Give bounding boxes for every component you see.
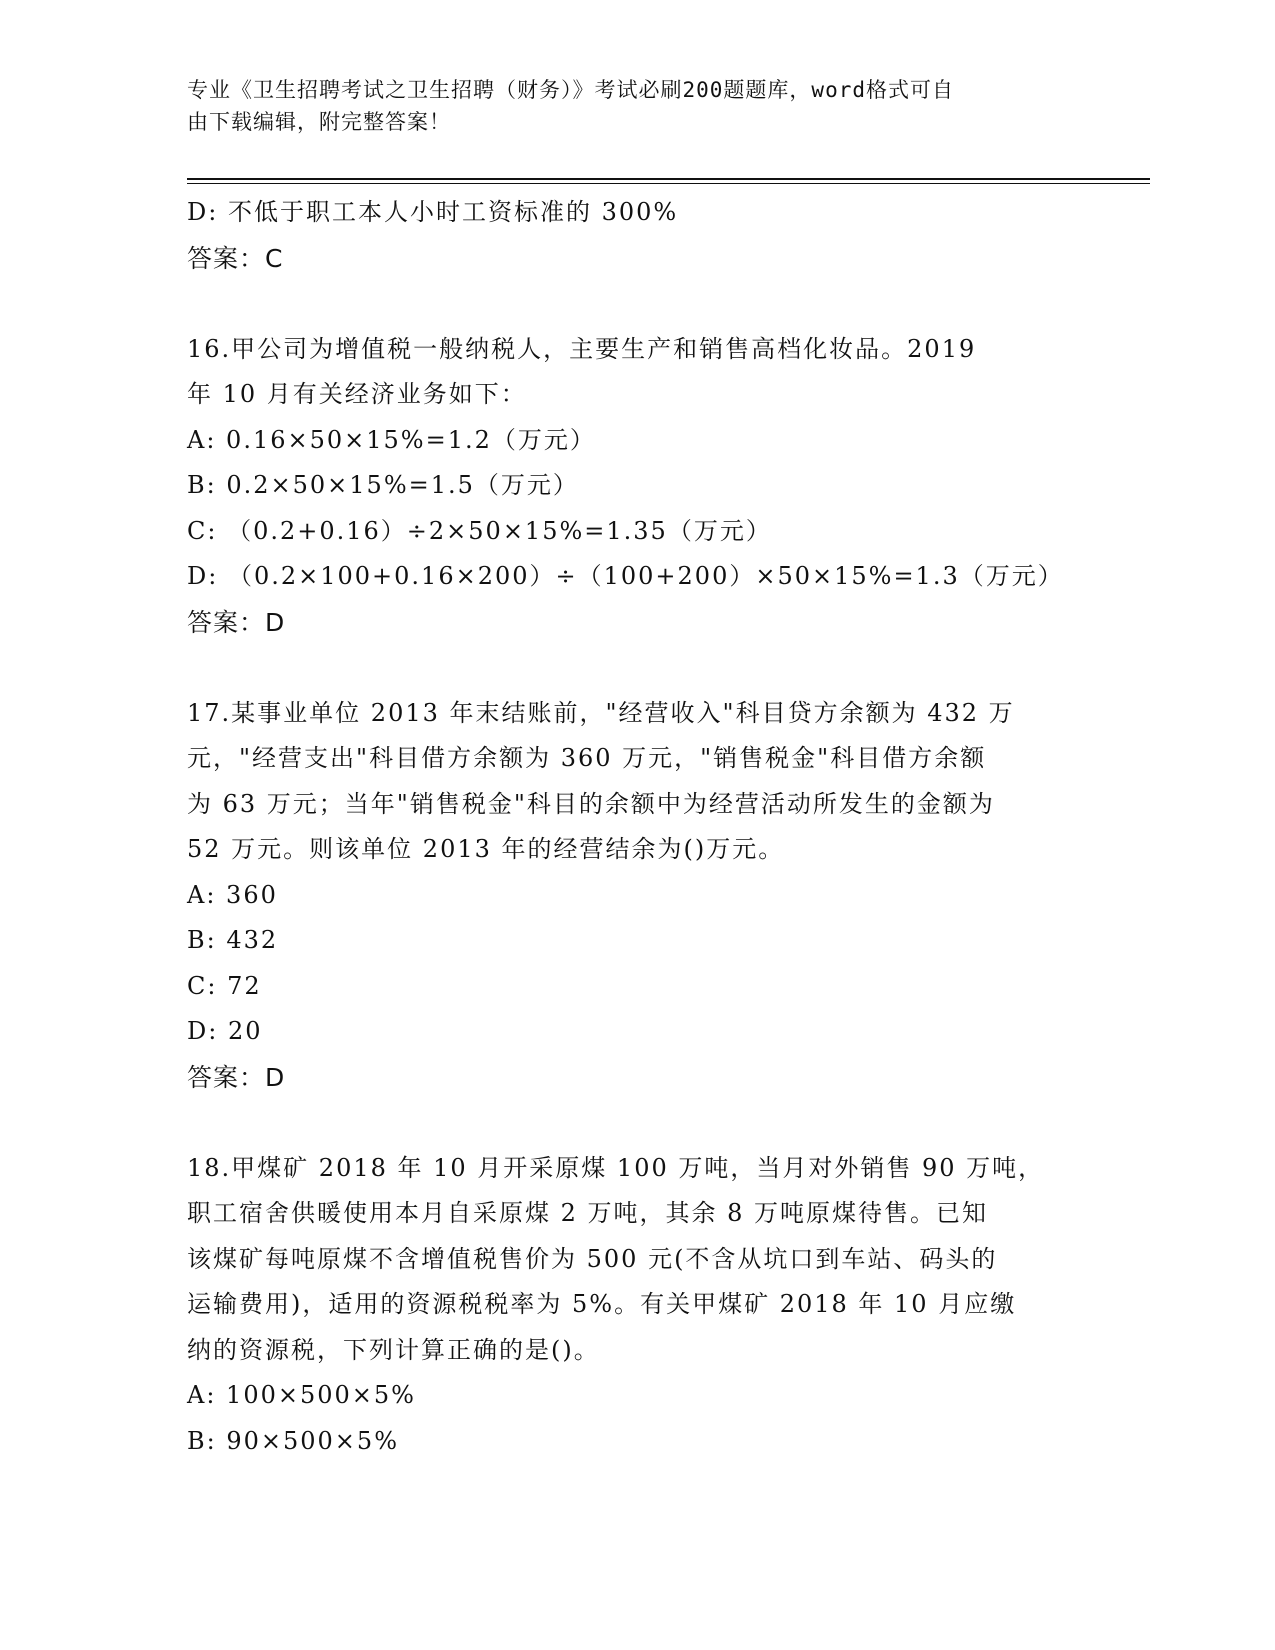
option-d: D: 20 bbox=[187, 1017, 263, 1045]
spacer bbox=[187, 645, 1087, 691]
spacer bbox=[187, 1100, 1087, 1146]
header-line-1: 专业《卫生招聘考试之卫生招聘（财务）》考试必刷200题题库，word格式可自 bbox=[187, 78, 954, 102]
header-line-2: 由下载编辑，附完整答案！ bbox=[187, 110, 451, 134]
option-b: B: 432 bbox=[187, 926, 279, 954]
option-a: A: 0.16×50×15%=1.2（万元） bbox=[187, 425, 596, 454]
question-stem-line: 18.甲煤矿 2018 年 10 月开采原煤 100 万吨，当月对外销售 90 万吨， bbox=[187, 1153, 1045, 1182]
question-stem-line: 年 10 月有关经济业务如下： bbox=[187, 380, 527, 408]
question-stem-line: 纳的资源税，下列计算正确的是()。 bbox=[187, 1335, 600, 1364]
question-stem-line: 职工宿舍供暖使用本月自采原煤 2 万吨，其余 8 万吨原煤待售。已知 bbox=[187, 1199, 989, 1227]
question-stem-line: 运输费用)，适用的资源税税率为 5%。有关甲煤矿 2018 年 10 月应缴 bbox=[187, 1290, 1017, 1318]
option-d: D: （0.2×100+0.16×200）÷（100+200）×50×15%=1.3（万元） bbox=[187, 562, 1064, 590]
question-stem-line: 52 万元。则该单位 2013 年的经营结余为()万元。 bbox=[187, 835, 785, 863]
question-stem-line: 17.某事业单位 2013 年末结账前，"经营收入"科目贷方余额为 432 万 bbox=[187, 698, 1015, 727]
spacer bbox=[187, 281, 1087, 327]
document-body bbox=[187, 190, 1087, 1464]
question-17 bbox=[187, 691, 1087, 1101]
document-header bbox=[187, 74, 1067, 138]
option-a: A: 100×500×5% bbox=[187, 1381, 416, 1409]
question-stem-line: 为 63 万元；当年"销售税金"科目的余额中为经营活动所发生的金额为 bbox=[187, 789, 995, 818]
option-d: D: 不低于职工本人小时工资标准的 300% bbox=[187, 198, 679, 226]
answer: 答案：D bbox=[187, 607, 286, 637]
answer: 答案：C bbox=[187, 243, 284, 273]
question-18 bbox=[187, 1146, 1087, 1465]
header-rule-thin bbox=[187, 183, 1150, 184]
option-c: C: 72 bbox=[187, 971, 262, 1000]
answer: 答案：D bbox=[187, 1062, 286, 1092]
question-16 bbox=[187, 327, 1087, 646]
header-rule-thick bbox=[187, 178, 1150, 180]
option-a: A: 360 bbox=[187, 880, 278, 909]
question-15-tail bbox=[187, 190, 1087, 281]
question-stem-line: 元，"经营支出"科目借方余额为 360 万元，"销售税金"科目借方余额 bbox=[187, 744, 987, 772]
question-stem-line: 该煤矿每吨原煤不含增值税售价为 500 元(不含从坑口到车站、码头的 bbox=[187, 1244, 998, 1273]
option-c: C: （0.2+0.16）÷2×50×15%=1.35（万元） bbox=[187, 516, 772, 545]
question-stem-line: 16.甲公司为增值税一般纳税人，主要生产和销售高档化妆品。2019 bbox=[187, 334, 977, 363]
option-b: B: 90×500×5% bbox=[187, 1426, 399, 1455]
option-b: B: 0.2×50×15%=1.5（万元） bbox=[187, 471, 579, 499]
